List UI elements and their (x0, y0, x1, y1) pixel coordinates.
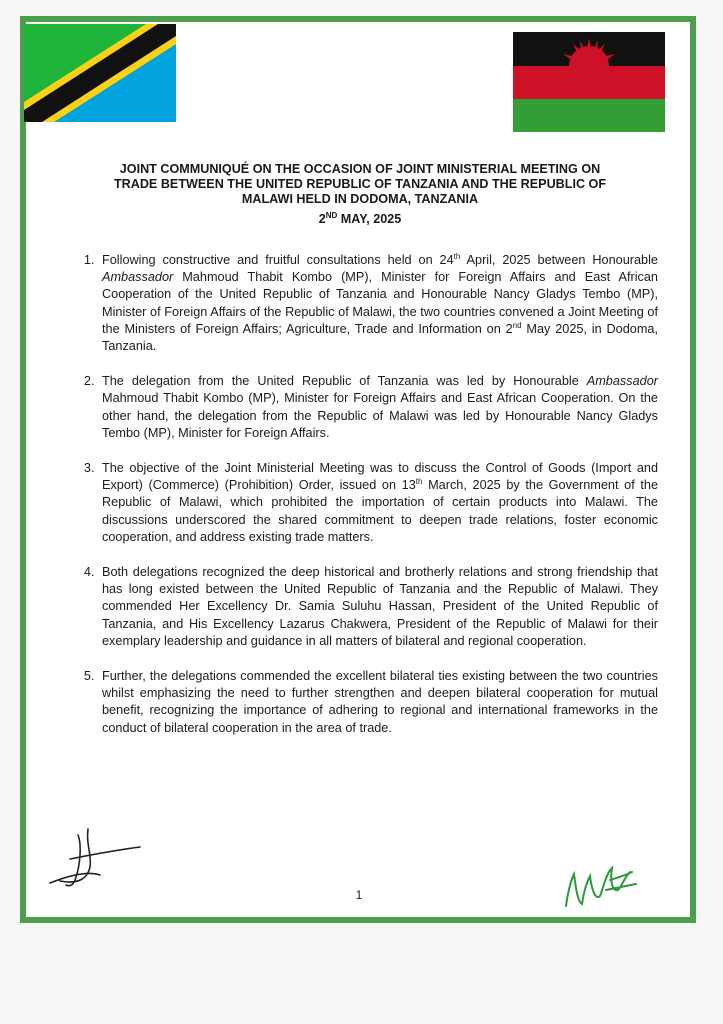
malawi-flag (513, 32, 665, 132)
signature-left (40, 815, 150, 895)
paragraph-3: 3. The objective of the Joint Ministerial Meeting was to discuss the Control of Goods (Import and Export) (Commerce) (Prohibition) Order, issued on 13th March, 2025 by the Government of the Republic of Malawi, which prohibited the importation of certain products into Malawi. The discussions underscored the shared commitment to deepen trade relations, foster economic cooperation, and address existing trade matters. (98, 460, 658, 546)
page-number: 1 (355, 888, 363, 902)
tanzania-flag (24, 24, 176, 122)
paragraph-5: 5. Further, the delegations commended the excellent bilateral ties existing between the two countries whilst emphasizing the need to further strengthen and deepen bilateral cooperation for mutual benefit, recognizing the importance of adhering to regional and international frameworks in the conduct of bilateral cooperation in the area of trade. (98, 668, 658, 737)
title-line-3: MALAWI HELD IN DODOMA, TANZANIA (241, 192, 479, 207)
title-date: 2ND MAY, 2025 (318, 210, 402, 226)
paragraph-list (78, 252, 658, 755)
document-title (60, 162, 660, 227)
paragraph-4: 4. Both delegations recognized the deep historical and brotherly relations and strong friendship that has long existed between the United Republic of Tanzania and the Republic of Malawi. They commended Her Excellency Dr. Samia Suluhu Hassan, President of the United Republic of Tanzania, and His Excellency Lazarus Chakwera, President of the Republic of Malawi for their exemplary leadership and guidance in all matters of bilateral and regional cooperation. (98, 564, 658, 650)
title-line-2: TRADE BETWEEN THE UNITED REPUBLIC OF TANZANIA AND THE REPUBLIC OF (113, 177, 607, 192)
title-line-1: JOINT COMMUNIQUÉ ON THE OCCASION OF JOINT MINISTERIAL MEETING ON (119, 162, 601, 176)
paragraph-1: 1. Following constructive and fruitful consultations held on 24th April, 2025 between Honourable Ambassador Mahmoud Thabit Kombo (MP), Minister for Foreign Affairs and East African Cooperation of the United Republic of Tanzania and Honourable Nancy Gladys Tembo (MP), Minister of Foreign Affairs of the Republic of Malawi, the two countries convened a Joint Meeting of the Ministers of Foreign Affairs; Agriculture, Trade and Information on 2nd May 2025, in Dodoma, Tanzania. (98, 252, 658, 355)
paragraph-2: 2. The delegation from the United Republic of Tanzania was led by Honourable Ambassador Mahmoud Thabit Kombo (MP), Minister for Foreign Affairs and East African Cooperation. On the other hand, the delegation from the Republic of Malawi was led by Honourable Nancy Gladys Tembo (MP), Minister for Foreign Affairs. (98, 373, 658, 442)
signature-right (560, 850, 640, 920)
